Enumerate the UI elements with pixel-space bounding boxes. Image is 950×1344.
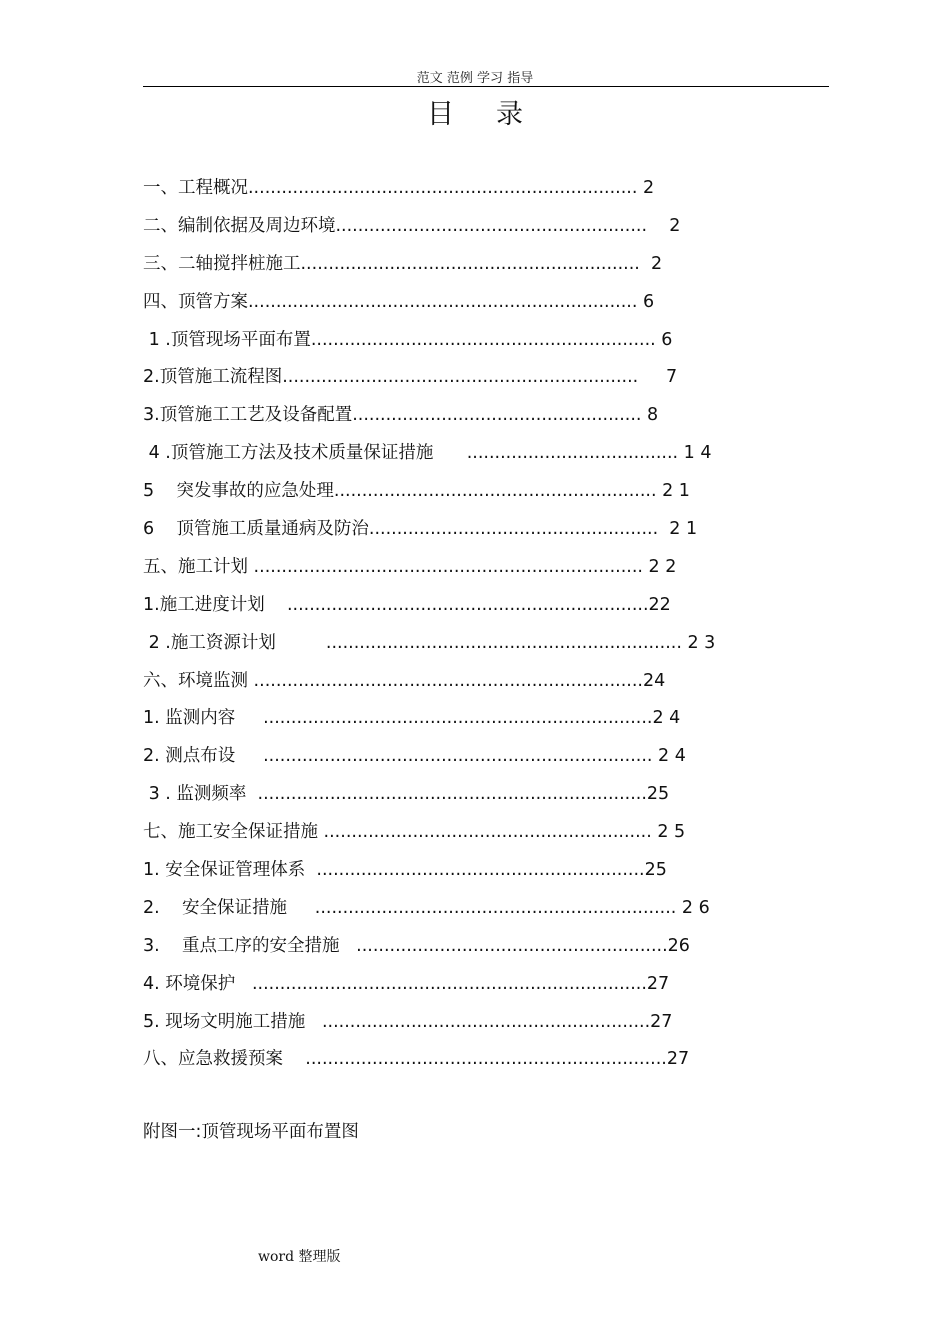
table-of-contents bbox=[143, 174, 783, 1083]
toc-entry: 1.施工进度计划 .................................................................22 bbox=[143, 594, 671, 615]
toc-entry: 3 . 监测频率 ......................................................................25 bbox=[143, 784, 670, 805]
toc-entry: 6 顶管施工质量通病及防治.................................................... 2 1 bbox=[143, 519, 698, 540]
toc-entry: 七、施工安全保证措施 ........................................................... 2 5 bbox=[143, 822, 686, 843]
appendix-line: 附图一:顶管现场平面布置图 bbox=[143, 1122, 359, 1142]
toc-entry: 3.顶管施工工艺及设备配置.................................................... 8 bbox=[143, 405, 659, 426]
toc-entry: 1 .顶管现场平面布置.............................................................. 6 bbox=[143, 329, 673, 350]
toc-entry: 2 .施工资源计划 ................................................................ 2 3 bbox=[143, 632, 716, 653]
toc-entry: 5. 现场文明施工措施 ...........................................................27 bbox=[143, 1011, 673, 1032]
toc-entry: 五、施工计划 ...................................................................... 2 2 bbox=[143, 556, 677, 577]
toc-entry: 八、应急救援预案 .................................................................27 bbox=[143, 1049, 690, 1070]
page-footer: word 整理版 bbox=[258, 1249, 341, 1265]
toc-entry: 2. 安全保证措施 ................................................................. 2 6 bbox=[143, 897, 710, 918]
page-header: 范文 范例 学习 指导 bbox=[416, 71, 534, 86]
toc-entry: 1. 安全保证管理体系 ...........................................................25 bbox=[143, 860, 667, 881]
toc-entry: 六、环境监测 ......................................................................24 bbox=[143, 670, 666, 691]
toc-entry: 3. 重点工序的安全措施 ........................................................26 bbox=[143, 935, 690, 956]
toc-entry: 4. 环境保护 .......................................................................27 bbox=[143, 973, 670, 994]
toc-entry: 二、编制依据及周边环境........................................................ 2 bbox=[143, 215, 681, 236]
page-title: 目录 bbox=[427, 99, 565, 130]
toc-entry: 2. 测点布设 ...................................................................... 2 4 bbox=[143, 746, 686, 767]
toc-entry: 5 突发事故的应急处理.......................................................... 2 1 bbox=[143, 481, 690, 502]
toc-entry: 2.顶管施工流程图................................................................ 7 bbox=[143, 367, 678, 388]
toc-entry: 四、顶管方案...................................................................... 6 bbox=[143, 291, 655, 312]
header-rule bbox=[143, 86, 829, 87]
toc-entry: 1. 监测内容 ......................................................................2 4 bbox=[143, 708, 681, 729]
toc-entry: 4 .顶管施工方法及技术质量保证措施 ...................................... 1 4 bbox=[143, 443, 712, 464]
toc-entry: 一、工程概况...................................................................... 2 bbox=[143, 178, 655, 198]
toc-entry: 三、二轴搅拌桩施工............................................................. 2 bbox=[143, 253, 663, 274]
